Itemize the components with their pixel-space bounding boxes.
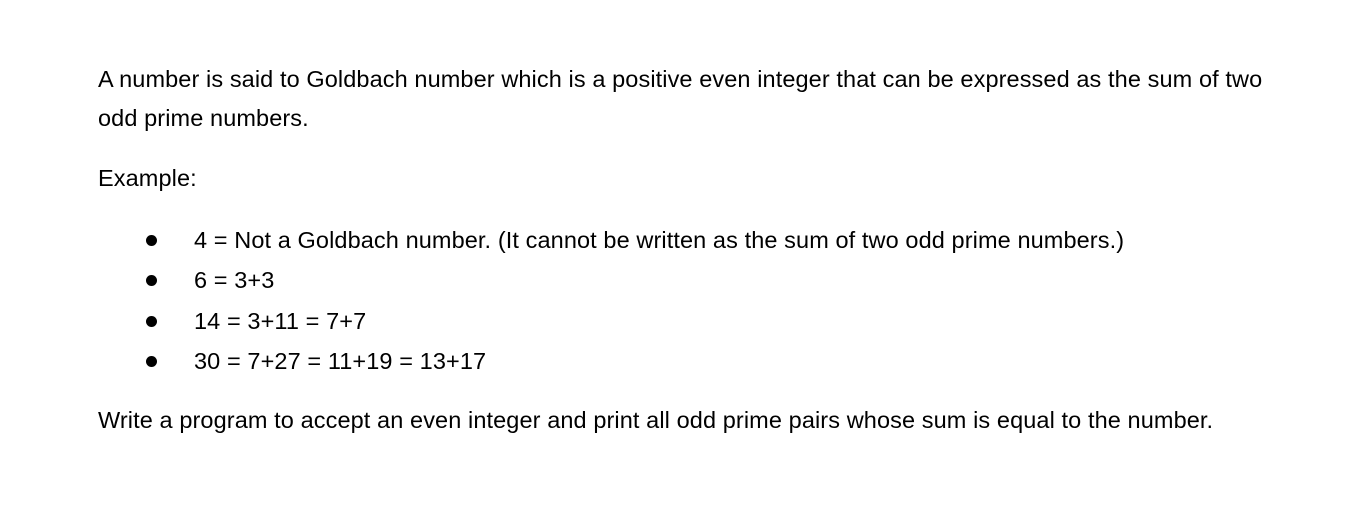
- example-text: 14 = 3+11 = 7+7: [194, 307, 367, 334]
- list-item: [98, 341, 1288, 381]
- bullet-icon: [146, 235, 157, 246]
- example-text: 4 = Not a Goldbach number. (It cannot be written as the sum of two odd prime numbers.): [194, 227, 1125, 253]
- example-label: Example:: [98, 165, 197, 191]
- bullet-icon: [146, 275, 157, 286]
- task-paragraph: Write a program to accept an even integer and print all odd prime pairs whose sum is equal to the number.: [98, 407, 1214, 434]
- list-item: [98, 220, 1288, 260]
- intro-paragraph: A number is said to Goldbach number which is a positive even integer that can be expressed as the sum of two odd prime numbers.: [98, 66, 1263, 131]
- example-text: 30 = 7+27 = 11+19 = 13+17: [194, 347, 487, 374]
- example-list: [98, 220, 1288, 381]
- bullet-icon: [146, 316, 157, 327]
- example-text: 6 = 3+3: [194, 267, 275, 294]
- document-body: [98, 60, 1288, 440]
- bullet-icon: [146, 356, 157, 367]
- list-item: [98, 260, 1288, 300]
- list-item: [98, 301, 1288, 341]
